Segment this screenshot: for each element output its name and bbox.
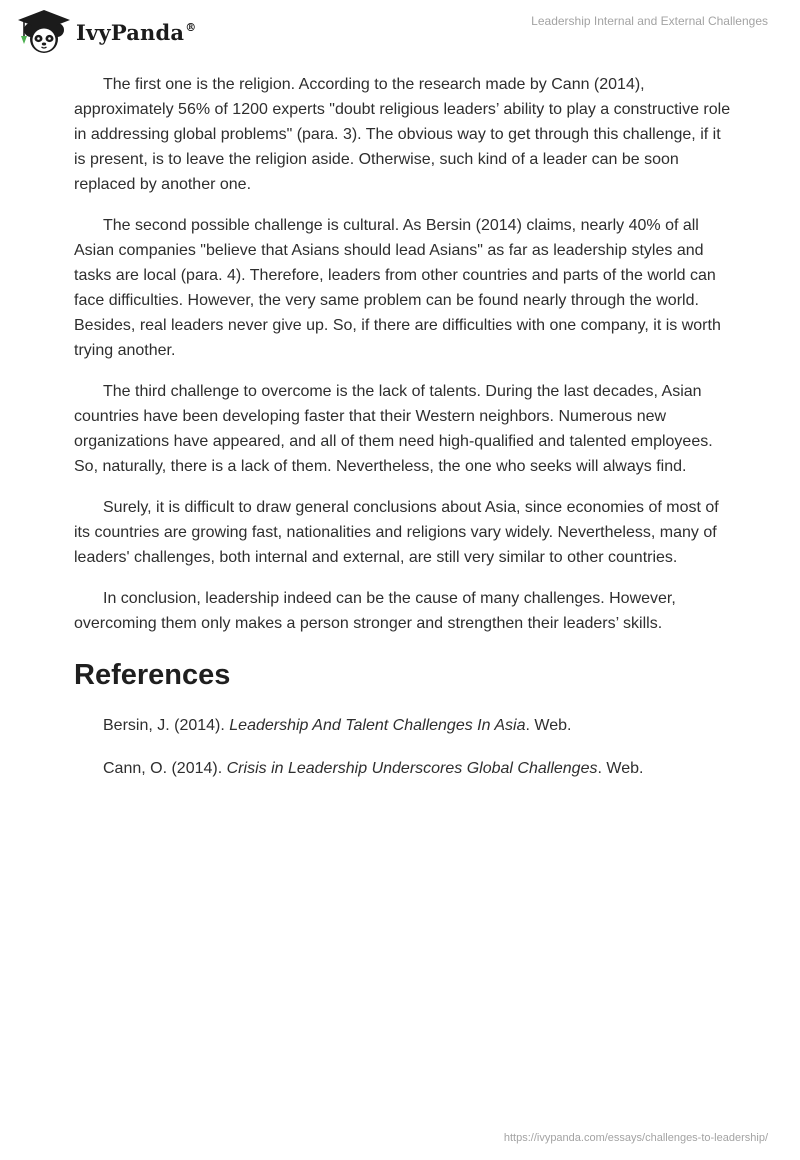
paragraph-talents: The third challenge to overcome is the lack of talents. During the last decades, Asian countries have been developing faster that their Western neighbors. Numerous new organizations have appeared, and all of them need high-qualified and talented employees. So, naturally, there is a lack of them. Nevertheless, the one who seeks will always find.	[74, 383, 713, 475]
running-title: Leadership Internal and External Challenges	[531, 14, 768, 28]
source-url[interactable]: https://ivypanda.com/essays/challenges-to-leadership/	[503, 1132, 768, 1144]
logo-wordmark: IvyPanda®	[76, 19, 197, 45]
ivypanda-logo[interactable]	[16, 8, 196, 56]
paragraph-asia-conclusions: Surely, it is difficult to draw general conclusions about Asia, since economies of most of its countries are growing fast, nationalities and religions vary widely. Nevertheless, many of leaders' challenges, both internal and external, are still very similar to other countries.	[74, 499, 719, 566]
panda-graduate-icon	[16, 8, 72, 56]
reference-title: Leadership And Talent Challenges In Asia	[229, 717, 526, 734]
reference-item: Cann, O. (2014). Crisis in Leadership Underscores Global Challenges. Web.	[103, 760, 644, 777]
paragraph-cultural: The second possible challenge is cultural. As Bersin (2014) claims, nearly 40% of all Asian companies "believe that Asians should lead Asians" as far as leadership styles and tasks are local (para. 4). Therefore, leaders from other countries and parts of the world can face difficulties. However, the very same problem can be found nearly through the world. Besides, real leaders never give up. So, if there are difficulties with one company, it is worth trying another.	[74, 217, 721, 359]
paragraph-conclusion: In conclusion, leadership indeed can be the cause of many challenges. However, overcoming them only makes a person stronger and strengthen their leaders’ skills.	[74, 590, 676, 632]
reference-item: Bersin, J. (2014). Leadership And Talent Challenges In Asia. Web.	[103, 717, 572, 734]
references-heading: References	[74, 659, 231, 691]
paragraph-religion: The first one is the religion. According to the research made by Cann (2014), approximately 56% of 1200 experts "doubt religious leaders’ ability to play a constructive role in addressing global problems" (para. 3). The obvious way to get through this challenge, if it is present, is to leave the religion aside. Otherwise, such kind of a leader can be soon replaced by another one.	[74, 76, 731, 193]
reference-title: Crisis in Leadership Underscores Global Challenges	[226, 760, 598, 777]
page-header	[0, 0, 800, 64]
essay-content	[74, 72, 734, 799]
